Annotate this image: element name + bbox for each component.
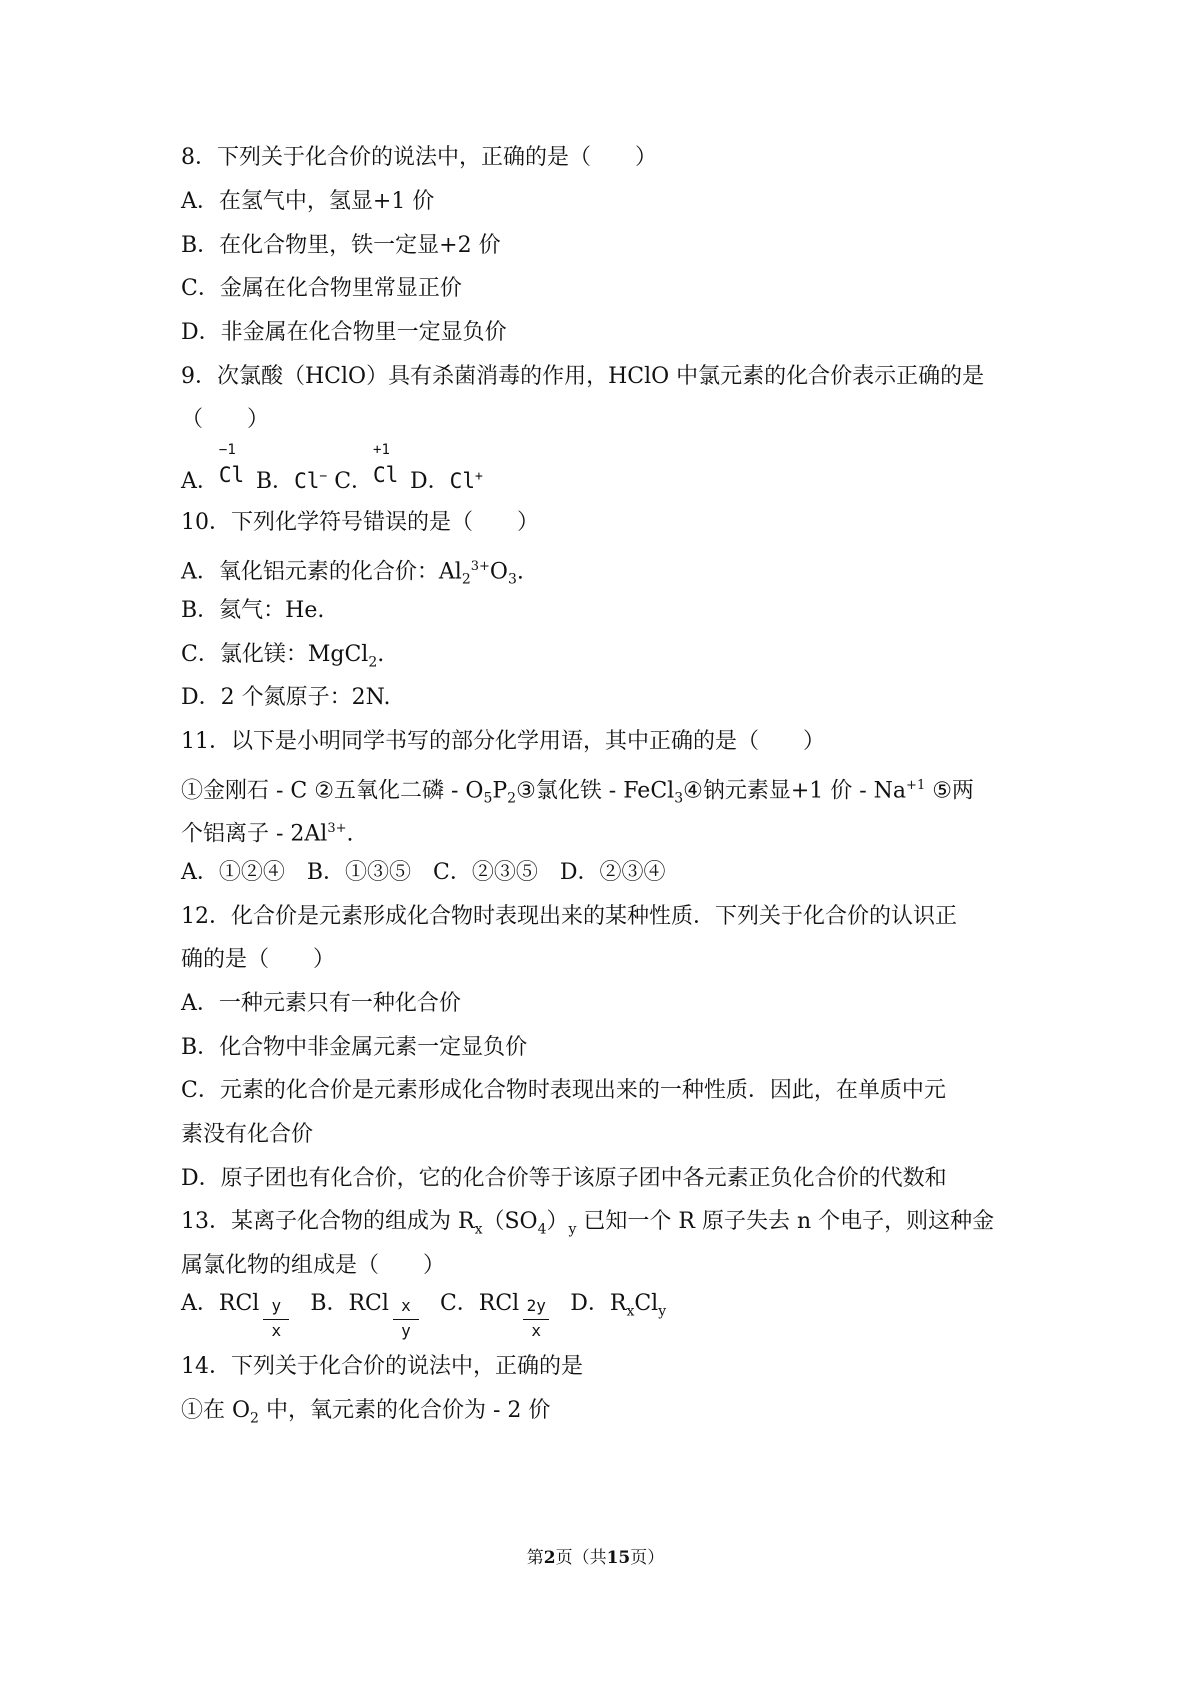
q12-option-a: A．一种元素只有一种化合价	[181, 991, 461, 1016]
q9-d-formula: Cl+	[449, 469, 483, 493]
q12-option-b: B．化合物中非金属元素一定显负价	[181, 1035, 528, 1060]
q11-items-line1: ①金刚石 - C ②五氧化二磷 - $O_5P_2③$氯化铁 - FeCl$_3$④钠元素显+1 价 - $Na^{+1}$ ⑤两	[181, 778, 974, 807]
q12-option-c-line1: C．元素的化合价是元素形成化合物时表现出来的一种性质．因此，在单质中元	[181, 1078, 946, 1103]
q9-options	[181, 442, 483, 497]
q9-b-formula: Cl−	[294, 469, 328, 493]
q11-items-line2: 个铝离子 - $2Al^{3+}$.	[181, 821, 354, 847]
q8-option-c: C．金属在化合物里常显正价	[181, 276, 462, 301]
q14-stem: 14．下列关于化合价的说法中，正确的是	[181, 1354, 583, 1379]
page-footer: 第2页（共15页）	[526, 1548, 665, 1568]
q8-option-d: D．非金属在化合物里一定显负价	[181, 320, 507, 345]
q10-option-b: B．氦气：He.	[181, 598, 325, 623]
q12-stem-line1: 12．化合价是元素形成化合物时表现出来的某种性质．下列关于化合价的认识正	[181, 904, 957, 929]
q13-c-label: C．RCl	[439, 1291, 520, 1316]
q10-option-a: A．氧化铝元素的化合价：$Al_2^{3+}O_3$.	[181, 559, 524, 588]
q9-paren: （ ）	[181, 407, 270, 432]
page-total: 15	[606, 1548, 631, 1568]
q9-a-formula: −1 Cl	[218, 442, 245, 487]
q11-stem: 11．以下是小明同学书写的部分化学用语，其中正确的是（ ）	[181, 729, 825, 754]
q9-c-label: C．	[334, 469, 374, 494]
q9-b-label: B．	[255, 469, 295, 494]
q10-option-c: C．氯化镁：MgCl$_2$.	[181, 642, 385, 671]
q13-a-fraction: $\frac{y}{x}$	[259, 1289, 293, 1319]
q8-option-b: B．在化合物里，铁一定显+2 价	[181, 233, 501, 258]
q10-option-d: D．2 个氮原子：2N.	[181, 685, 391, 710]
q8-stem: 8．下列关于化合价的说法中，正确的是（ ）	[181, 145, 657, 170]
q13-b-fraction: $\frac{x}{y}$	[389, 1289, 423, 1319]
page-number: 2	[543, 1548, 556, 1568]
q13-a-label: A．RCl	[181, 1291, 260, 1316]
q13-d-option: D．$R_xCl_y$	[570, 1291, 667, 1320]
q9-a-label: A．	[181, 469, 219, 494]
q9-c-formula: +1 Cl	[373, 442, 399, 487]
q13-stem-line2: 属氯化物的组成是（ ）	[181, 1253, 446, 1278]
q14-item-1: ①在 $O_2$ 中，氧元素的化合价为 - 2 价	[181, 1398, 551, 1427]
q9-d-label: D．	[410, 469, 450, 494]
q12-option-d: D．原子团也有化合价，它的化合价等于该原子团中各元素正负化合价的代数和	[181, 1166, 947, 1191]
q13-stem-line1: 13．某离子化合物的组成为 $R_x(SO_4)_y$ 已知一个 R 原子失去 n 个电子，则这种金	[181, 1209, 995, 1238]
q8-option-a: A．在氢气中，氢显+1 价	[181, 189, 435, 214]
q12-option-c-line2: 素没有化合价	[181, 1122, 314, 1147]
q11-options: A．①②④ B．①③⑤ C．②③⑤ D．②③④	[181, 860, 666, 885]
q10-stem: 10．下列化学符号错误的是（ ）	[181, 510, 539, 535]
q13-c-fraction: $\frac{2y}{x}$	[519, 1289, 553, 1319]
q13-options	[181, 1289, 667, 1340]
q12-stem-line2: 确的是（ ）	[181, 947, 336, 972]
q13-b-label: B．RCl	[310, 1291, 389, 1316]
q9-stem: 9．次氯酸（HClO）具有杀菌消毒的作用，HClO 中氯元素的化合价表示正确的是	[181, 364, 985, 389]
